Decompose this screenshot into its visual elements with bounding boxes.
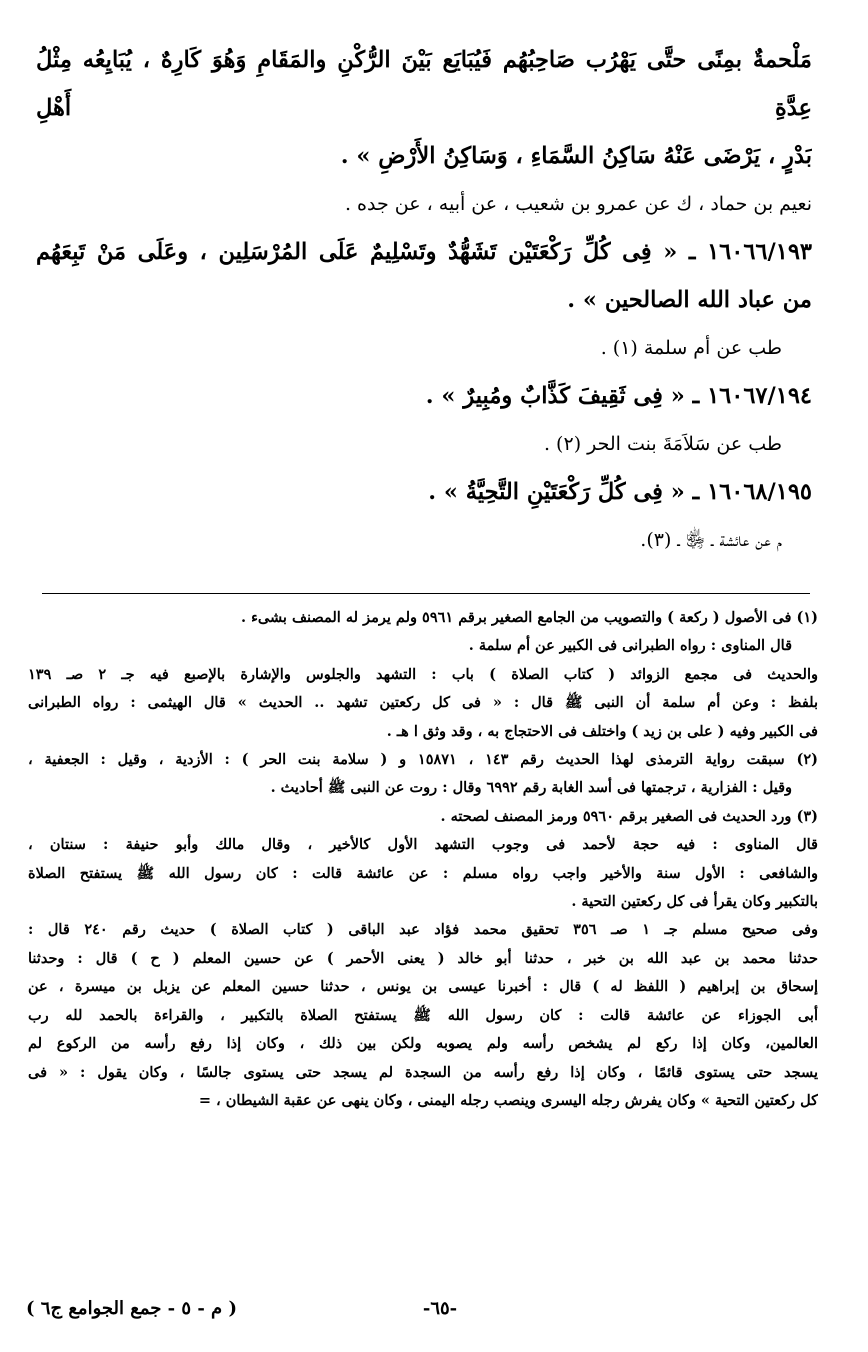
text-line: بَدْرٍ ، يَرْضَى عَنْهُ سَاكِنُ السَّمَاءِ ، وَسَاكِنُ الأَرْضِ » . bbox=[340, 143, 812, 169]
source-line: طب عن سَلاَمَةَ بنت الحر (٢) . bbox=[543, 433, 782, 455]
footnote-line: فى الكبير وفيه ( على بن زيد ) واختلف فى الاحتجاج به ، وقد وثق ا هـ . bbox=[386, 722, 818, 740]
footnote-separator bbox=[42, 593, 810, 594]
signature-mark: ( م - ٥ - جمع الجوامع ج٦ ) bbox=[26, 1298, 237, 1319]
footnote-line: حدثنا محمد بن عبد الله بن خبر ، حدثنا أبو خالد ( يعنى الأحمر ) عن حسين المعلم ( ح ) قال : وحدثنا bbox=[28, 949, 818, 967]
footnote-line: وقيل : الفزارية ، ترجمتها فى أسد الغابة رقم ٦٩٩٢ وقال : روت عن النبى ﷺ أحاديث . bbox=[270, 779, 792, 797]
hadith-entry-195: ١٦٠٦٨/١٩٥ ـ « فِى كُلِّ رَكْعَتَيْنِ التَّحِيَّةُ » . bbox=[428, 479, 812, 505]
footnote-line: (١) فى الأصول ( ركعة ) والتصويب من الجامع الصغير برقم ٥٩٦١ ولم يرمز له المصنف بشىء . bbox=[240, 609, 818, 626]
footnote-line: (٣) ورد الحديث فى الصغير برقم ٥٩٦٠ ورمز المصنف لصحته . bbox=[440, 807, 818, 825]
footnotes-block bbox=[28, 604, 818, 1115]
hadith-entry-194: ١٦٠٦٧/١٩٤ ـ « فِى ثَقِيفَ كَذَّابٌ ومُبِيرٌ » . bbox=[425, 383, 812, 409]
page-number: -٦٥- bbox=[422, 1298, 458, 1319]
footnote-line: والشافعى : الأول سنة والأخير واجب رواه مسلم : عن عائشة قالت : كان رسول الله ﷺ يستفتح الصلاة bbox=[28, 864, 818, 882]
footnote-line: قال المناوى : فيه حجة لأحمد فى وجوب التشهد الأول كالأخير ، وقال مالك وأبو حنيفة : سنتان ، bbox=[28, 836, 818, 854]
footnote-line: وفى صحيح مسلم جـ ١ صـ ٣٥٦ تحقيق محمد فؤاد عبد الباقى ( كتاب الصلاة ) حديث رقم ٢٤٠ قال : bbox=[28, 921, 818, 939]
footnote-line: والحديث فى مجمع الزوائد ( كتاب الصلاة ) باب : التشهد والجلوس والإشارة بالإصبع فيه جـ ٢ صـ ١٣٩ bbox=[28, 665, 818, 683]
text-line: مَلْحمةٌ بمِنًى حتَّى يَهْرُب صَاحِبُهُم فَيُبَايَع بَيْنَ الرُّكْنِ والمَقَامِ وَهُوَ كَارِهٌ ، يُبَايِعُه مِثْلُ عِدَّةِ أَهْلِ bbox=[36, 47, 812, 121]
hadith-text-block bbox=[36, 36, 812, 564]
page-footer bbox=[20, 1298, 780, 1332]
footnote-line: العالمين، وكان إذا ركع لم يشخص رأسه ولم يصوبه ولكن بين ذلك ، وكان إذا رفع رأسه من الركوع لم bbox=[28, 1035, 818, 1053]
source-line: م عن عائشة ـ ﵂ ـ (٣). bbox=[640, 529, 782, 551]
footnote-line: كل ركعتين التحية » وكان يفرش رجله اليسرى وينصب رجله اليمنى ، وكان ينهى عن عقبة الشيطان ، = bbox=[198, 1091, 818, 1109]
source-line: نعيم بن حماد ، ك عن عمرو بن شعيب ، عن أبيه ، عن جده . bbox=[344, 193, 812, 215]
footnote-line: بلفظ : وعن أم سلمة أن النبى ﷺ قال : « فى كل ركعتين تشهد .. الحديث » قال الهيثمى : رواه الطبرانى bbox=[28, 694, 818, 712]
hadith-entry-193: ١٦٠٦٦/١٩٣ ـ « فِى كُلِّ رَكْعَتَيْن تَشَهُّدٌ وتَسْلِيمٌ عَلَى المُرْسَلِين ، وعَلَى مَنْ تَبِعَهُم bbox=[36, 239, 812, 265]
footnote-line: يسجد حتى يستوى قائمًا ، وكان إذا رفع رأسه من السجدة لم يسجد حتى يستوى جالسًا ، وكان يقول : « فى bbox=[28, 1063, 818, 1081]
source-line: طب عن أم سلمة (١) . bbox=[600, 337, 782, 359]
footnote-line: أبى الجوزاء عن عائشة قالت : كان رسول الله ﷺ يستفتح الصلاة بالتكبير ، والقراءة بالحمد لله رب bbox=[28, 1006, 818, 1024]
footnote-line: (٢) سبقت رواية الترمذى لهذا الحديث رقم ١٤٣ ، ١٥٨٧١ و ( سلامة بنت الحر ) : الأزدية ، وقيل : الجعفية ، bbox=[28, 751, 818, 769]
footnote-line: إسحاق بن إبراهيم ( اللفظ له ) قال : أخبرنا عيسى بن يونس ، حدثنا حسين المعلم عن يزبل بن ميسرة ، عن bbox=[28, 978, 818, 996]
footnote-line: بالتكبير وكان يقرأ فى كل ركعتين التحية . bbox=[571, 893, 818, 911]
text-line: من عباد الله الصالحين » . bbox=[567, 287, 812, 313]
footnote-line: قال المناوى : رواه الطبرانى فى الكبير عن أم سلمة . bbox=[468, 637, 792, 655]
